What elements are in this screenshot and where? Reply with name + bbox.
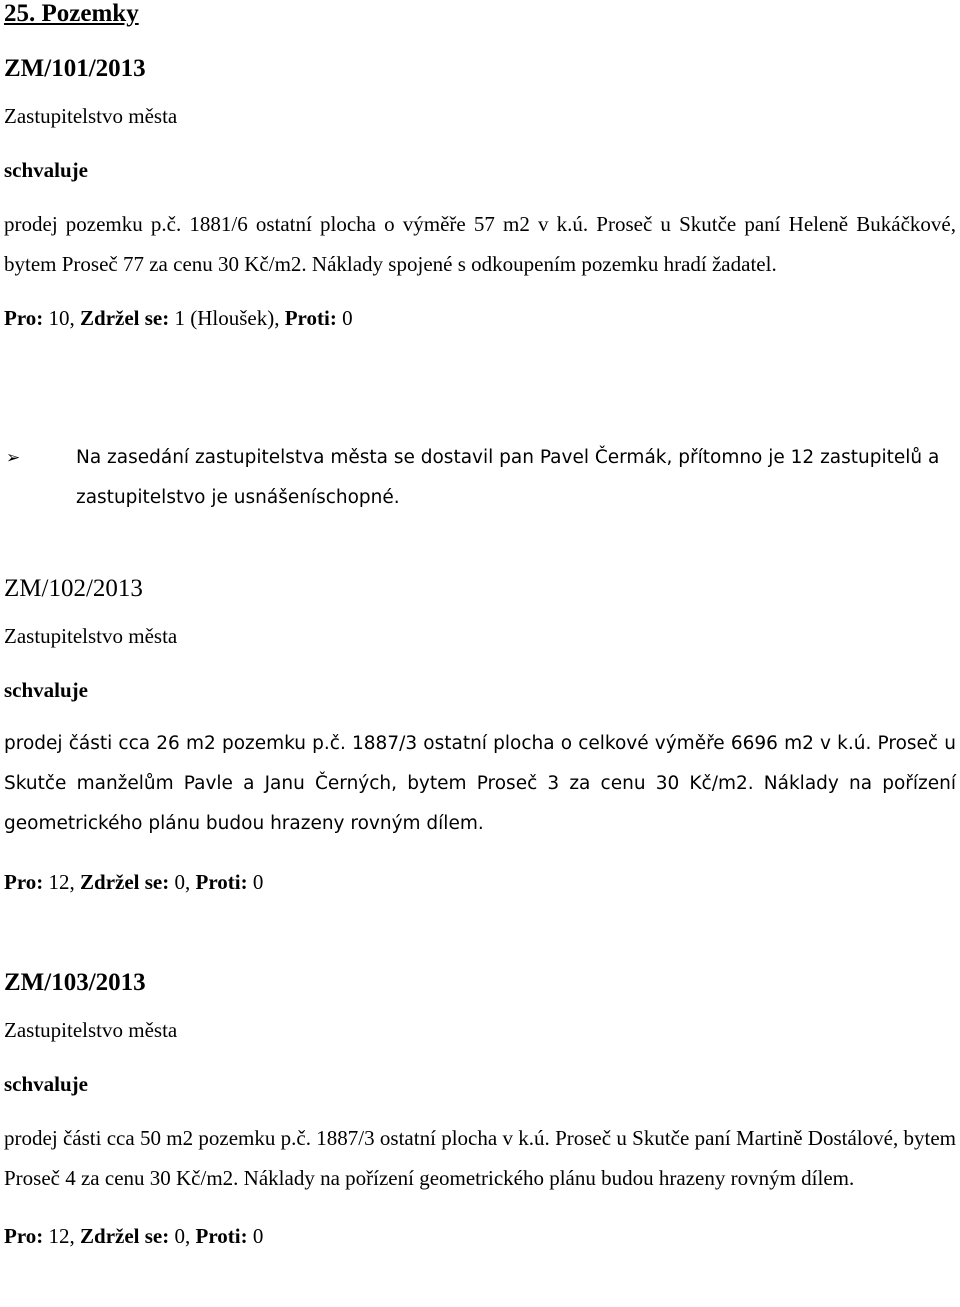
vote-pro-value: 10,	[43, 306, 81, 330]
resolution-verb: schvaluje	[4, 678, 88, 702]
resolution-101	[4, 54, 956, 338]
resolution-verb: schvaluje	[4, 158, 88, 182]
resolution-verb: schvaluje	[4, 1072, 88, 1096]
vote-abstain-value: 1 (Hloušek),	[169, 306, 285, 330]
resolution-number: ZM/102/2013	[4, 575, 143, 602]
vote-abstain-label: Zdržel se:	[80, 306, 170, 330]
vote-abstain-label: Zdržel se:	[80, 1224, 170, 1248]
vote-pro-value: 12,	[43, 1224, 81, 1248]
resolution-text: prodej pozemku p.č. 1881/6 ostatní plocha o výměře 57 m2 v k.ú. Proseč u Skutče paní Heleně Bukáčkové, bytem Proseč 77 za cenu 30 Kč/m2. Náklady spojené s odkoupením pozemku hradí žadatel.	[4, 212, 956, 276]
vote-pro-label: Pro:	[4, 306, 44, 330]
vote-result	[4, 298, 956, 338]
vote-pro-label: Pro:	[4, 870, 44, 894]
resolution-text: prodej části cca 26 m2 pozemku p.č. 1887/3 ostatní plocha o celkové výměře 6696 m2 v k.ú. Proseč u Skutče manželům Pavle a Janu Černých, bytem Proseč 3 za cenu 30 Kč/m2. Náklady na pořízení geometrického plánu budou hrazeny rovným dílem.	[4, 733, 956, 834]
resolution-number: ZM/101/2013	[4, 55, 146, 82]
vote-pro-label: Pro:	[4, 1224, 44, 1248]
vote-pro-value: 12,	[43, 870, 81, 894]
section-title: 25. Pozemky	[4, 0, 139, 27]
vote-result	[4, 862, 956, 902]
vote-against-value: 0	[247, 870, 264, 894]
vote-against-label: Proti:	[284, 306, 337, 330]
resolution-number: ZM/103/2013	[4, 969, 146, 996]
arrow-bullet-icon: ➢	[6, 448, 21, 468]
vote-against-value: 0	[247, 1224, 264, 1248]
resolution-103	[4, 968, 956, 1256]
vote-against-label: Proti:	[195, 1224, 248, 1248]
resolution-body: Zastupitelstvo města	[4, 104, 178, 128]
document-page	[4, 0, 956, 1248]
vote-result	[4, 1216, 956, 1256]
vote-abstain-label: Zdržel se:	[80, 870, 170, 894]
attendance-note-text: Na zasedání zastupitelstva města se dostavil pan Pavel Čermák, přítomno je 12 zastupitelů a zastupitelstvo je usnášeníschopné.	[76, 447, 940, 508]
attendance-note	[4, 438, 956, 518]
vote-against-label: Proti:	[195, 870, 248, 894]
resolution-body: Zastupitelstvo města	[4, 1018, 178, 1042]
resolution-102	[4, 574, 956, 902]
resolution-body: Zastupitelstvo města	[4, 624, 178, 648]
vote-against-value: 0	[336, 306, 353, 330]
vote-abstain-value: 0,	[169, 1224, 196, 1248]
vote-abstain-value: 0,	[169, 870, 196, 894]
resolution-text: prodej části cca 50 m2 pozemku p.č. 1887/3 ostatní plocha v k.ú. Proseč u Skutče paní Martině Dostálové, bytem Proseč 4 za cenu 30 Kč/m2. Náklady na pořízení geometrického plánu budou hrazeny rovným dílem.	[4, 1126, 956, 1190]
